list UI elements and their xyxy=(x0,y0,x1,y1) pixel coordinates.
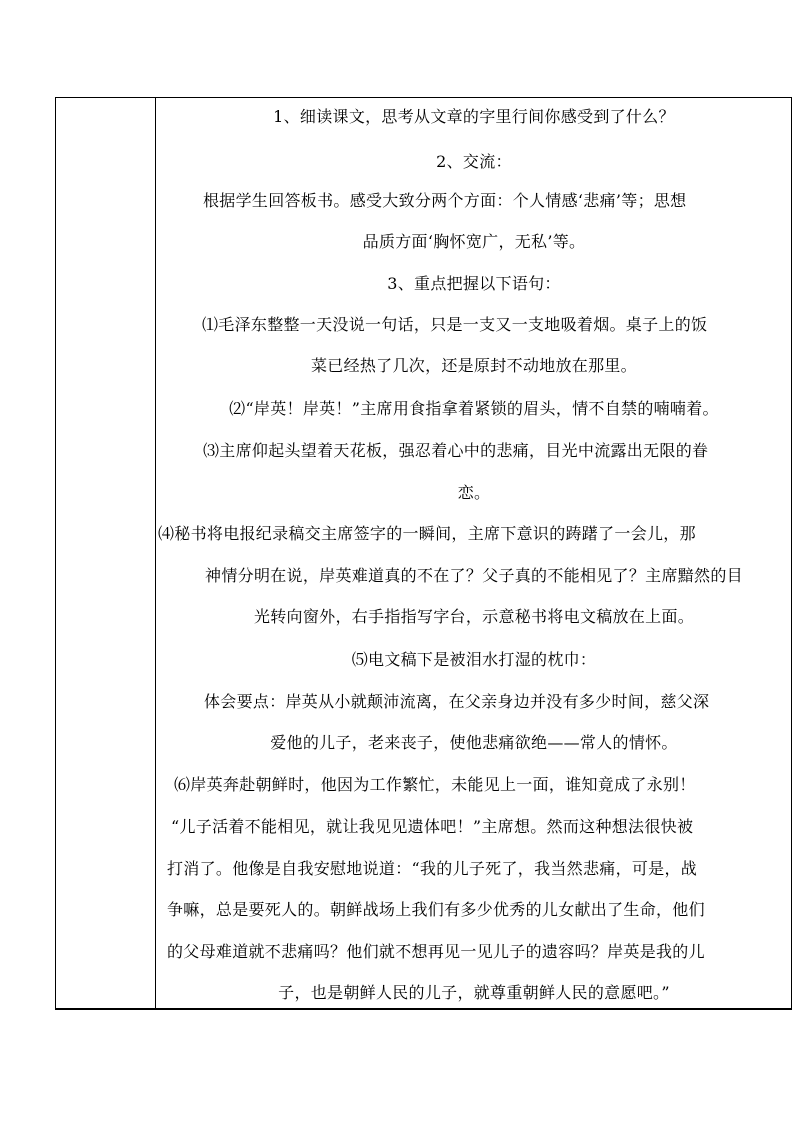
key-points-line: 爱他的儿子，老来丧子，使他悲痛欲绝——常人的情怀。 xyxy=(270,733,678,752)
quote-3-line: 恋。 xyxy=(457,483,491,502)
table-content-cell xyxy=(156,98,792,1008)
quote-6-line: 争嘛，总是要死人的。朝鲜战场上我们有多少优秀的儿女献出了生命，他们 xyxy=(167,900,705,919)
paragraph-line: 品质方面‘胸怀宽广，无私’等。 xyxy=(362,232,586,251)
quote-6-line: “儿子活着不能相见，就让我见见遗体吧！”主席想。然而这种想法很快被 xyxy=(171,817,694,836)
quote-1-line: 菜已经热了几次，还是原封不动地放在那里。 xyxy=(310,356,637,375)
quote-1-line: ⑴毛泽东整整一天没说一句话，只是一支又一支地吸着烟。桌子上的饭 xyxy=(202,315,708,334)
quote-6-line: 的父母难道就不悲痛吗？他们就不想再见一见儿子的遗容吗？岸英是我的儿 xyxy=(167,942,705,961)
quote-3-line: ⑶主席仰起头望着天花板，强忍着心中的悲痛，目光中流露出无限的眷 xyxy=(203,441,709,460)
step-1-text: 1、细读课文，思考从文章的字里行间你感受到了什么？ xyxy=(273,107,675,126)
step-3-text: 3、重点把握以下语句： xyxy=(387,274,561,293)
quote-2-line: ⑵“岸英！岸英！”主席用食指拿着紧锁的眉头，情不自禁的喃喃着。 xyxy=(229,399,719,418)
paragraph-line: 根据学生回答板书。感受大致分两个方面：个人情感‘悲痛’等；思想 xyxy=(203,191,687,210)
quote-6-line: 打消了。他像是自我安慰地说道：“我的儿子死了，我当然悲痛，可是，战 xyxy=(167,859,698,878)
quote-5-line: ⑸电文稿下是被泪水打湿的枕巾： xyxy=(351,650,597,669)
lesson-table xyxy=(55,97,792,1010)
quote-4-line: ⑷秘书将电报纪录稿交主席签字的一瞬间，主席下意识的踌躇了一会儿，那 xyxy=(158,524,696,543)
quote-6-line: 子，也是朝鲜人民的儿子，就尊重朝鲜人民的意愿吧。” xyxy=(278,983,670,1002)
table-left-cell xyxy=(56,98,156,1008)
quote-4-line: 光转向窗外，右手指指写字台，示意秘书将电文稿放在上面。 xyxy=(253,607,695,626)
quote-4-line: 神情分明在说，岸英难道真的不在了？父子真的不能相见了？主席黯然的目 xyxy=(205,566,743,585)
quote-6-line: ⑹岸英奔赴朝鲜时，他因为工作繁忙，未能见上一面，谁知竟成了永别！ xyxy=(174,775,696,794)
key-points-line: 体会要点：岸英从小就颠沛流离，在父亲身边并没有多少时间，慈父深 xyxy=(204,692,710,711)
step-2-text: 2、交流： xyxy=(436,152,512,171)
